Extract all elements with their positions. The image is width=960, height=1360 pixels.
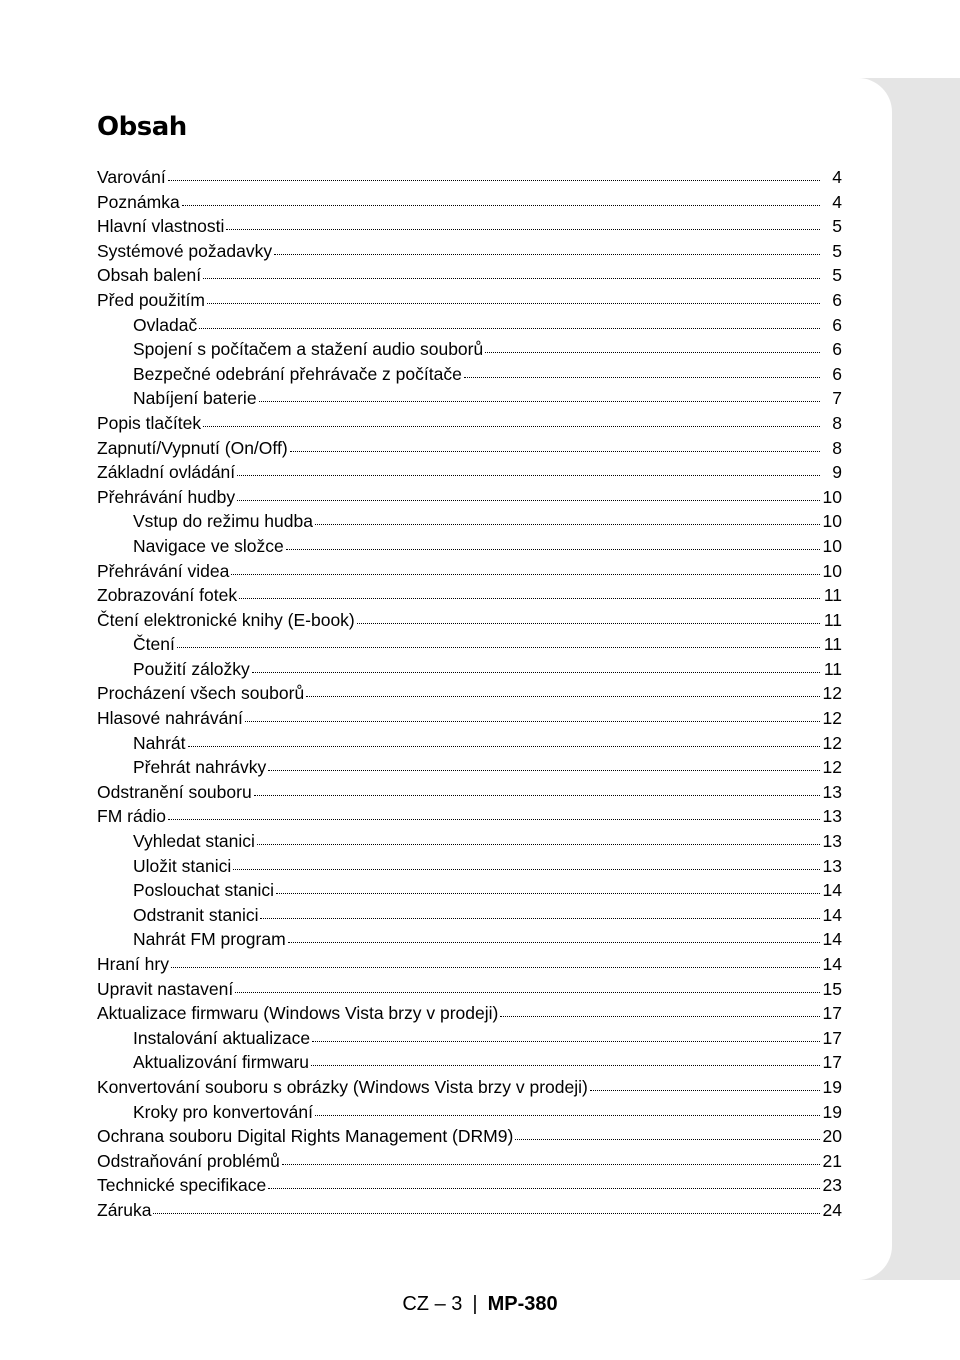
toc-dot-leader: [260, 917, 820, 919]
page-title: Obsah: [97, 112, 187, 142]
toc-entry-label: Aktualizování firmwaru: [133, 1052, 310, 1073]
toc-entry-page: 15: [822, 978, 842, 999]
toc-entry-label: Popis tlačítek: [97, 412, 202, 433]
toc-dot-leader: [188, 745, 820, 747]
toc-entry-page: 10: [822, 511, 842, 532]
toc-entry-page: 5: [832, 216, 842, 237]
toc-entry-label: Základní ovládání: [97, 462, 236, 483]
toc-dot-leader: [500, 1015, 820, 1017]
toc-entry[interactable]: [97, 339, 842, 364]
toc-entry-label: Nahrát FM program: [133, 929, 286, 950]
toc-entry[interactable]: [97, 1102, 842, 1127]
toc-entry[interactable]: [97, 561, 842, 586]
toc-dot-leader: [207, 302, 820, 304]
toc-entry[interactable]: [97, 290, 842, 315]
toc-entry[interactable]: [97, 1077, 842, 1102]
toc-entry[interactable]: [97, 856, 842, 881]
toc-entry-page: 14: [822, 954, 842, 974]
toc-entry-label: Nahrát: [133, 732, 186, 753]
toc-entry-label: Čtení elektronické knihy (E-book): [97, 609, 355, 630]
toc-dot-leader: [515, 1138, 820, 1140]
toc-entry-page: 17: [822, 1003, 842, 1024]
toc-dot-leader: [233, 868, 820, 870]
toc-entry-page: 12: [822, 757, 842, 778]
toc-entry[interactable]: [97, 241, 842, 266]
toc-entry[interactable]: [97, 487, 842, 512]
toc-entry-page: 19: [822, 1076, 842, 1097]
toc-entry[interactable]: [97, 806, 842, 831]
toc-dot-leader: [590, 1089, 820, 1091]
toc-entry-label: Před použitím: [97, 289, 205, 310]
toc-entry-label: Hraní hry: [97, 954, 169, 974]
toc-entry-page: 14: [822, 929, 842, 950]
toc-dot-leader: [276, 892, 820, 894]
toc-entry-page: 9: [832, 462, 842, 483]
toc-entry[interactable]: [97, 462, 842, 487]
toc-entry-page: 23: [822, 1175, 842, 1196]
page-footer: [0, 1293, 960, 1316]
toc-entry-label: Použití záložky: [133, 658, 250, 679]
top-margin: [0, 0, 960, 78]
toc-entry[interactable]: [97, 708, 842, 733]
toc-dot-leader: [239, 597, 820, 599]
toc-entry-page: 6: [832, 363, 842, 384]
toc-entry[interactable]: [97, 388, 842, 413]
footer-model: MP-380: [487, 1293, 558, 1315]
toc-entry-page: 4: [832, 167, 842, 187]
toc-entry-page: 4: [832, 191, 842, 212]
toc-entry[interactable]: [97, 659, 842, 684]
toc-entry[interactable]: [97, 585, 842, 610]
toc-entry-label: Přehrávání hudby: [97, 486, 236, 507]
toc-dot-leader: [153, 1212, 820, 1214]
toc-entry[interactable]: [97, 1052, 842, 1077]
toc-dot-leader: [306, 695, 820, 697]
toc-entry-label: FM rádio: [97, 806, 167, 827]
toc-dot-leader: [254, 794, 820, 796]
toc-dot-leader: [315, 523, 820, 525]
toc-entry[interactable]: [97, 979, 842, 1004]
toc-dot-leader: [268, 1187, 820, 1189]
toc-entry-label: Systémové požadavky: [97, 240, 273, 261]
toc-entry-label: Poslouchat stanici: [133, 880, 275, 901]
toc-dot-leader: [290, 450, 820, 452]
toc-entry-page: 8: [832, 412, 842, 433]
toc-entry-page: 12: [822, 708, 842, 729]
toc-dot-leader: [199, 327, 820, 329]
toc-dot-leader: [177, 646, 820, 648]
toc-entry-label: Vstup do režimu hudba: [133, 511, 313, 532]
toc-entry-label: Čtení: [133, 634, 175, 655]
toc-entry-label: Nabíjení baterie: [133, 388, 257, 409]
toc-entry-label: Hlavní vlastnosti: [97, 216, 225, 237]
toc-dot-leader: [312, 1040, 820, 1042]
footer-separator: |: [472, 1293, 478, 1315]
toc-entry-page: 19: [822, 1101, 842, 1122]
toc-entry-label: Aktualizace firmwaru (Windows Vista brzy v prodeji): [97, 1003, 499, 1024]
toc-entry-label: Odstraňování problémů: [97, 1150, 280, 1171]
toc-dot-leader: [485, 351, 820, 353]
toc-dot-leader: [357, 622, 820, 624]
toc-entry-label: Obsah balení: [97, 265, 202, 286]
toc-entry-label: Spojení s počítačem a stažení audio souborů: [133, 339, 484, 360]
toc-entry-label: Bezpečné odebrání přehrávače z počítače: [133, 363, 462, 384]
toc-entry[interactable]: [97, 438, 842, 463]
toc-entry-label: Zobrazování fotek: [97, 585, 238, 606]
toc-entry-page: 10: [822, 486, 842, 507]
toc-dot-leader: [315, 1114, 820, 1116]
toc-entry-label: Ovladač: [133, 314, 198, 335]
toc-entry-page: 6: [832, 339, 842, 360]
toc-entry-page: 5: [832, 265, 842, 286]
toc-entry-label: Instalování aktualizace: [133, 1027, 311, 1048]
toc-entry-label: Upravit nastavení: [97, 978, 234, 999]
footer-page-number: CZ – 3: [402, 1293, 463, 1315]
toc-entry-label: Odstranit stanici: [133, 904, 259, 925]
toc-entry[interactable]: [97, 683, 842, 708]
toc-dot-leader: [237, 499, 820, 501]
toc-dot-leader: [257, 843, 820, 845]
toc-entry[interactable]: [97, 364, 842, 389]
toc-entry[interactable]: [97, 634, 842, 659]
toc-dot-leader: [464, 376, 820, 378]
toc-dot-leader: [286, 548, 820, 550]
toc-entry-page: 12: [822, 683, 842, 704]
toc-entry-page: 21: [822, 1150, 842, 1171]
toc-entry-page: 7: [832, 388, 842, 409]
toc-entry-page: 20: [822, 1126, 842, 1147]
toc-entry-page: 11: [823, 634, 842, 655]
toc-entry-label: Přehrávání videa: [97, 560, 230, 581]
toc-dot-leader: [252, 671, 820, 673]
toc-entry[interactable]: [97, 1126, 842, 1151]
toc-dot-leader: [282, 1163, 820, 1165]
toc-entry[interactable]: [97, 1175, 842, 1200]
toc-entry-page: 6: [832, 289, 842, 310]
toc-entry-label: Záruka: [97, 1199, 152, 1220]
bottom-margin: [0, 1280, 960, 1360]
toc-entry-page: 5: [832, 240, 842, 261]
toc-entry-page: 24: [822, 1199, 842, 1220]
toc-entry[interactable]: [97, 1003, 842, 1028]
toc-entry[interactable]: [97, 1200, 842, 1225]
toc-dot-leader: [203, 277, 820, 279]
toc-entry-label: Kroky pro konvertování: [133, 1101, 313, 1122]
toc-dot-leader: [182, 204, 820, 206]
toc-entry[interactable]: [97, 536, 842, 561]
toc-entry-page: 11: [823, 658, 842, 679]
toc-dot-leader: [268, 769, 820, 771]
toc-entry[interactable]: [97, 610, 842, 635]
toc-entry-page: 14: [822, 904, 842, 925]
toc-entry-page: 13: [822, 831, 842, 852]
toc-dot-leader: [203, 425, 820, 427]
toc-entry-page: 14: [822, 880, 842, 901]
toc-entry-label: Poznámka: [97, 191, 180, 212]
toc-dot-leader: [171, 966, 820, 968]
toc-entry[interactable]: [97, 757, 842, 782]
toc-dot-leader: [226, 228, 820, 230]
toc-entry[interactable]: [97, 315, 842, 340]
toc-entry[interactable]: [97, 782, 842, 807]
toc-entry[interactable]: [97, 1028, 842, 1053]
toc-entry[interactable]: [97, 929, 842, 954]
toc-dot-leader: [311, 1064, 820, 1066]
toc-entry-label: Uložit stanici: [133, 855, 232, 876]
toc-entry-page: 17: [822, 1052, 842, 1073]
toc-entry[interactable]: [97, 831, 842, 856]
toc-entry-label: Vyhledat stanici: [133, 831, 255, 852]
toc-entry-page: 6: [832, 314, 842, 335]
toc-entry-page: 13: [822, 781, 842, 802]
toc-entry-page: 10: [822, 535, 842, 556]
toc-dot-leader: [168, 179, 820, 181]
toc-dot-leader: [274, 253, 820, 255]
toc-entry-label: Procházení všech souborů: [97, 683, 305, 704]
toc-entry-page: 13: [822, 855, 842, 876]
table-of-contents: [97, 167, 842, 1225]
toc-dot-leader: [245, 720, 820, 722]
toc-entry-label: Varování: [97, 167, 166, 187]
toc-dot-leader: [168, 818, 820, 820]
toc-entry-page: 11: [823, 609, 842, 630]
toc-entry[interactable]: [97, 954, 842, 979]
toc-entry-label: Zapnutí/Vypnutí (On/Off): [97, 437, 288, 458]
toc-entry-page: 11: [823, 585, 842, 606]
toc-dot-leader: [288, 941, 820, 943]
toc-entry[interactable]: [97, 733, 842, 758]
toc-entry[interactable]: [97, 413, 842, 438]
toc-entry[interactable]: [97, 1151, 842, 1176]
toc-entry-label: Ochrana souboru Digital Rights Management (DRM9): [97, 1126, 514, 1147]
toc-entry-label: Přehrát nahrávky: [133, 757, 267, 778]
toc-entry-label: Hlasové nahrávání: [97, 708, 243, 729]
toc-entry-page: 10: [822, 560, 842, 581]
toc-entry-page: 17: [822, 1027, 842, 1048]
toc-entry[interactable]: [97, 905, 842, 930]
toc-entry[interactable]: [97, 880, 842, 905]
toc-dot-leader: [231, 573, 820, 575]
toc-entry-label: Konvertování souboru s obrázky (Windows Vista brzy v prodeji): [97, 1076, 588, 1097]
toc-entry-label: Odstranění souboru: [97, 781, 252, 802]
toc-dot-leader: [235, 991, 820, 993]
toc-entry[interactable]: [97, 167, 842, 192]
toc-entry-label: Navigace ve složce: [133, 535, 284, 556]
toc-entry[interactable]: [97, 216, 842, 241]
toc-entry-page: 13: [822, 806, 842, 827]
toc-dot-leader: [259, 400, 820, 402]
toc-entry-page: 8: [832, 437, 842, 458]
toc-entry[interactable]: [97, 192, 842, 217]
toc-entry-label: Technické specifikace: [97, 1175, 267, 1196]
toc-entry[interactable]: [97, 265, 842, 290]
toc-dot-leader: [237, 474, 820, 476]
toc-entry-page: 12: [822, 732, 842, 753]
toc-entry[interactable]: [97, 511, 842, 536]
